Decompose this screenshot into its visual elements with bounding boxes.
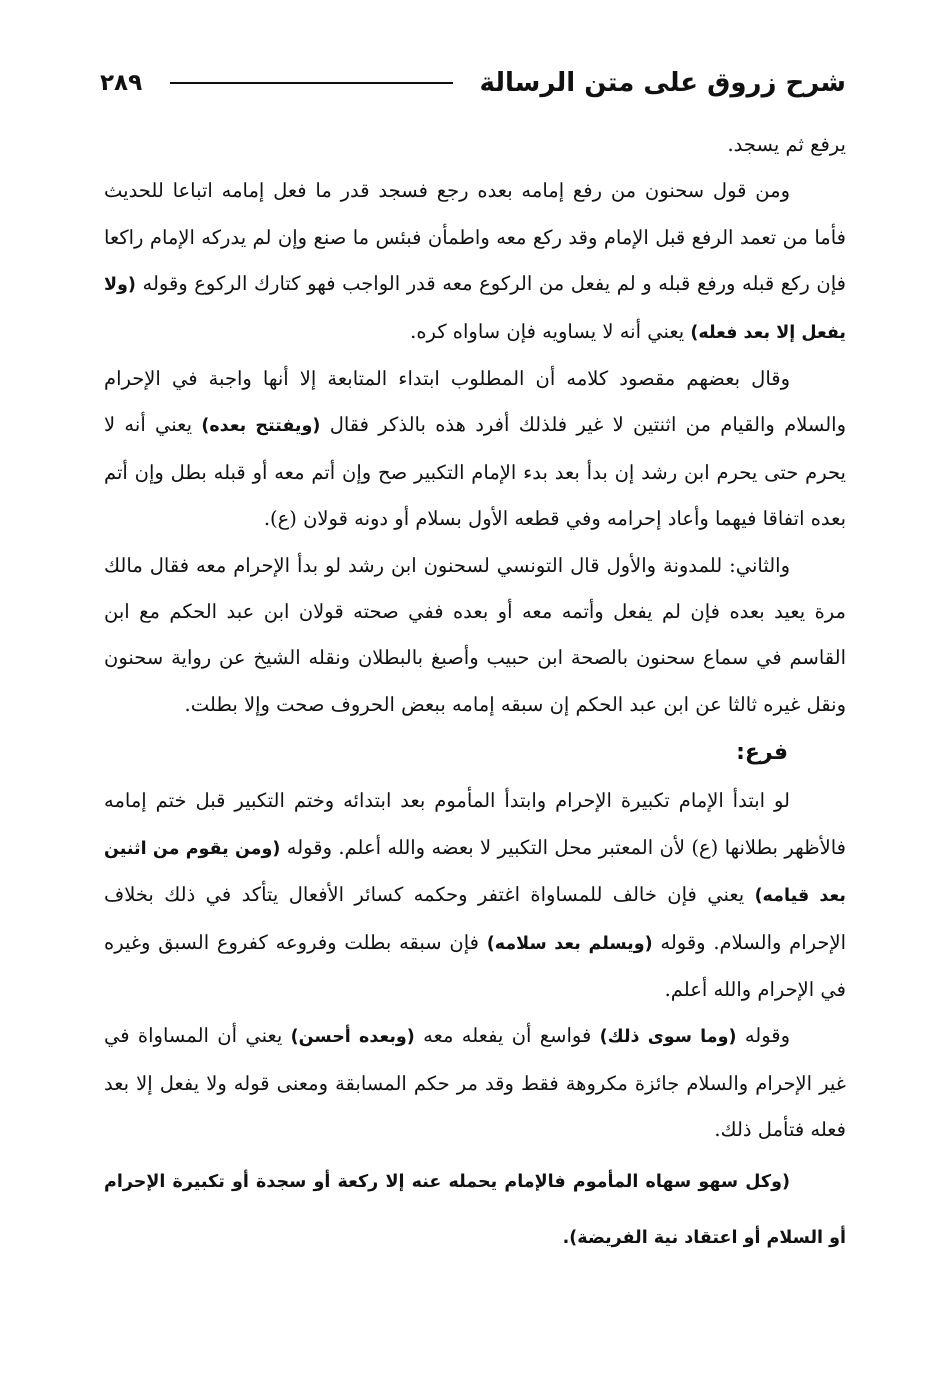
paragraph-text: لو ابتدأ الإمام تكبيرة الإحرام وابتدأ المأموم بعد ابتدائه وختم التكبير قبل ختم إمامه فالأظهر بطلانها (ع) لأن المعتبر محل التكبير لا بعضه والله أعلم. وقوله bbox=[104, 789, 846, 859]
paragraph-4 bbox=[104, 543, 846, 729]
quoted-matn-phrase: (ويسلم بعد سلامه) bbox=[486, 933, 653, 954]
section-heading: فرع: bbox=[736, 740, 788, 766]
paragraph-text: وقوله bbox=[744, 1024, 791, 1048]
paragraph-text: والثاني: للمدونة والأول قال التونسي لسحنون ابن رشد لو بدأ الإحرام معه فقال مالك مرة يعيد بعده فإن لم يفعل وأتمه معه أو بعده ففي صحته قولان ابن عبد الحكم مع ابن القاسم في سماع سحنون بالصحة ابن حبيب وأصبغ بالبطلان ونقله الشيخ عن رواية سحنون ونقل غيره ثالثا عن ابن عبد الحكم إن سبقه إمامه ببعض الحروف صحت وإلا بطلت. bbox=[104, 553, 846, 716]
matn-passage bbox=[104, 1154, 846, 1266]
paragraph-text: يرفع ثم يسجد. bbox=[727, 133, 846, 156]
paragraph-text: يعني أنه لا يحرم حتى يحرم ابن رشد إن بدأ بعد بدء الإمام التكبير صح وإن أتم معه أو قبله بطل وإن أتم بعده اتفاقا فيهما وأعاد إحرامه وفي قطعه الأول بسلام أو دونه قولان (ع). bbox=[104, 413, 846, 531]
quoted-matn-phrase: (وما سوى ذلك) bbox=[599, 1027, 737, 1048]
quoted-matn-phrase: (ومن يقوم من اثنين بعد قيامه) bbox=[104, 838, 846, 907]
paragraph-3 bbox=[104, 356, 846, 543]
paragraph-text: وقال بعضهم مقصود كلامه أن المطلوب ابتداء المتابعة إلا أنها واجبة في الإحرام والسلام والقيام من اثنتين لا غير فلذلك أفرد هذه بالذكر فقال bbox=[104, 367, 846, 437]
quoted-matn-phrase: (وبعده أحسن) bbox=[290, 1027, 415, 1048]
paragraph-text: يعني فإن خالف للمساواة اغتفر وحكمه كسائر الأفعال يتأكد في ذلك بخلاف الإحرام والسلام. وقوله bbox=[104, 883, 846, 954]
matn-text: (وكل سهو سهاه المأموم فالإمام يحمله عنه إلا ركعة أو سجدة أو تكبيرة الإحرام أو السلام أو اعتقاد نية الفريضة). bbox=[104, 1171, 846, 1248]
paragraph-1 bbox=[104, 122, 846, 168]
paragraph-text: فإن سبقه بطلت وفروعه كفروع السبق وغيره في الإحرام والله أعلم. bbox=[104, 930, 846, 1001]
paragraph-6 bbox=[104, 1013, 846, 1153]
page-body bbox=[104, 122, 846, 1266]
page-header bbox=[100, 58, 846, 108]
book-title: شرح زروق على متن الرسالة bbox=[479, 68, 846, 98]
quoted-matn-phrase: (ويفتتح بعده) bbox=[201, 416, 321, 437]
paragraph-2 bbox=[104, 168, 846, 356]
paragraph-text: يعني أن المساواة في غير الإحرام والسلام جائزة مكروهة فقط وقد مر حكم المسابقة ومعنى قوله ولا يفعل إلا بعد فعله فتأمل ذلك. bbox=[104, 1024, 846, 1142]
header-rule bbox=[170, 82, 453, 84]
page-number: ٢٨٩ bbox=[100, 70, 143, 96]
paragraph-text: فواسع أن يفعله معه bbox=[423, 1024, 592, 1048]
paragraph-text: ومن قول سحنون من رفع إمامه بعده رجع فسجد قدر ما فعل إمامه اتباعا للحديث فأما من تعمد الرفع قبل الإمام وقد ركع معه واطمأن فبئس ما صنع وإن لم يدركه الإمام راكعا فإن ركع قبله ورفع قبله و لم يفعل من الركوع معه قدر الواجب فهو كتارك الركوع وقوله bbox=[104, 179, 846, 296]
paragraph-text: يعني أنه لا يساويه فإن ساواه كره. bbox=[410, 319, 685, 343]
quoted-matn-phrase: (ولا يفعل إلا بعد فعله) bbox=[104, 275, 846, 343]
paragraph-5 bbox=[104, 778, 846, 1013]
